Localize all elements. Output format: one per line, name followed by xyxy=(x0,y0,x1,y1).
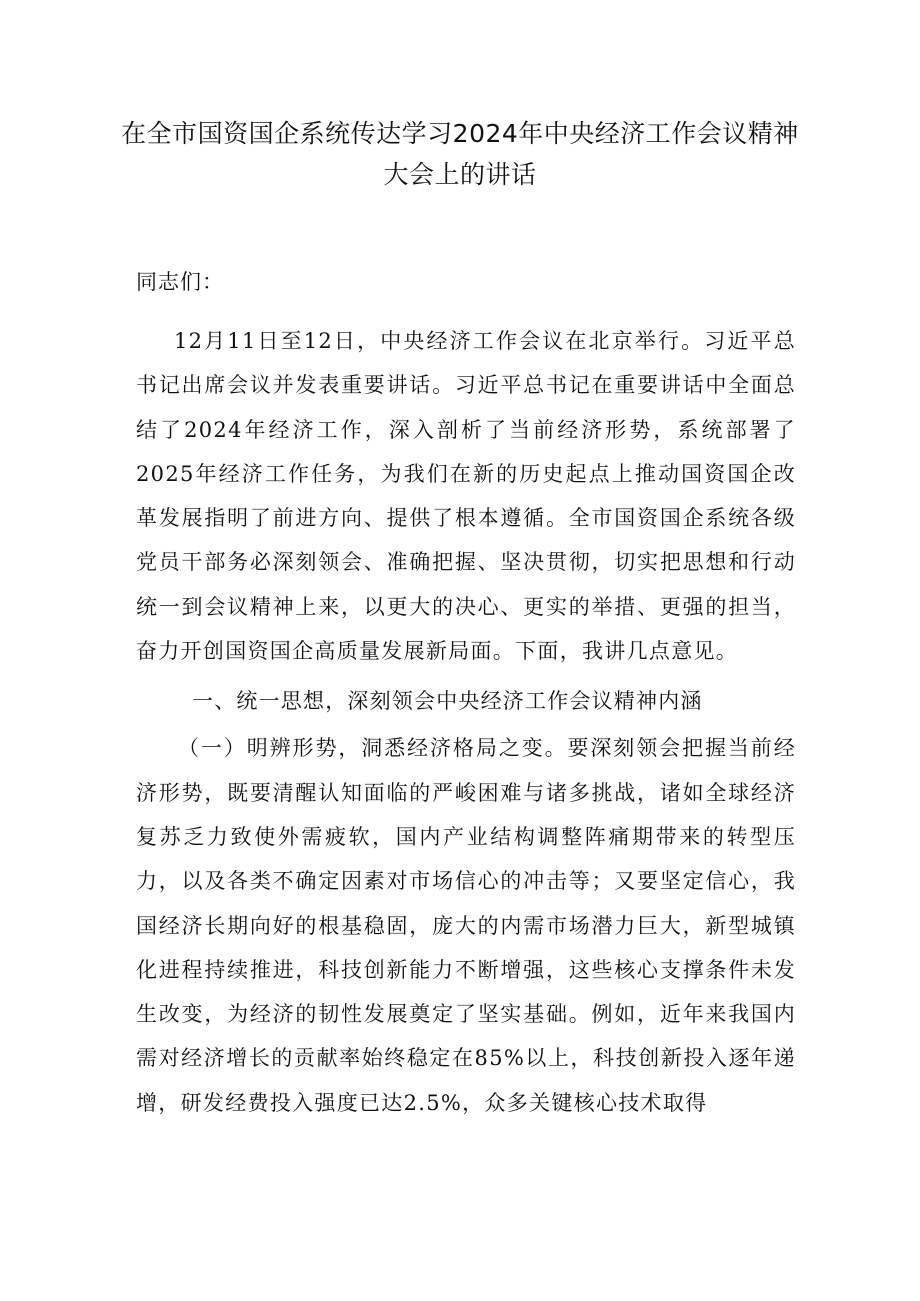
salutation: 同志们： xyxy=(136,270,224,294)
intro-paragraph: 12月11日至12日，中央经济工作会议在北京举行。习近平总书记出席会议并发表重要讲话。习近平总书记在重要讲话中全面总结了2024年经济工作，深入剖析了当前经济形势，系统部署了2025年经济工作任务，为我们在新的历史起点上推动国资国企改革发展指明了前进方向、提供了根本遵循。全市国资国企系统各级党员干部务必深刻领会、准确把握、坚决贯彻，切实把思想和行动统一到会议精神上来，以更大的决心、更实的举措、更强的担当，奋力开创国资国企高质量发展新局面。下面，我讲几点意见。 xyxy=(136,329,796,664)
document-body xyxy=(136,260,796,1125)
document-title: 在全市国资国企系统传达学习2024年中央经济工作会议精神大会上的讲话 xyxy=(121,119,799,189)
subsection-paragraph: （一）明辨形势，洞悉经济格局之变。要深刻领会把握当前经济形势，既要清醒认知面临的严峻困难与诸多挑战，诸如全球经济复苏乏力致使外需疲软，国内产业结构调整阵痛期带来的转型压力，以及各类不确定因素对市场信心的冲击等；又要坚定信心，我国经济长期向好的根基稳固，庞大的内需市场潜力巨大，新型城镇化进程持续推进，科技创新能力不断增强，这些核心支撑条件未发生改变，为经济的韧性发展奠定了坚实基础。例如，近年来我国内需对经济增长的贡献率始终稳定在85%以上，科技创新投入逐年递增，研发经费投入强度已达2.5%，众多关键核心技术取得 xyxy=(136,736,796,1115)
section-heading: 一、统一思想，深刻领会中央经济工作会议精神内涵 xyxy=(192,689,703,714)
